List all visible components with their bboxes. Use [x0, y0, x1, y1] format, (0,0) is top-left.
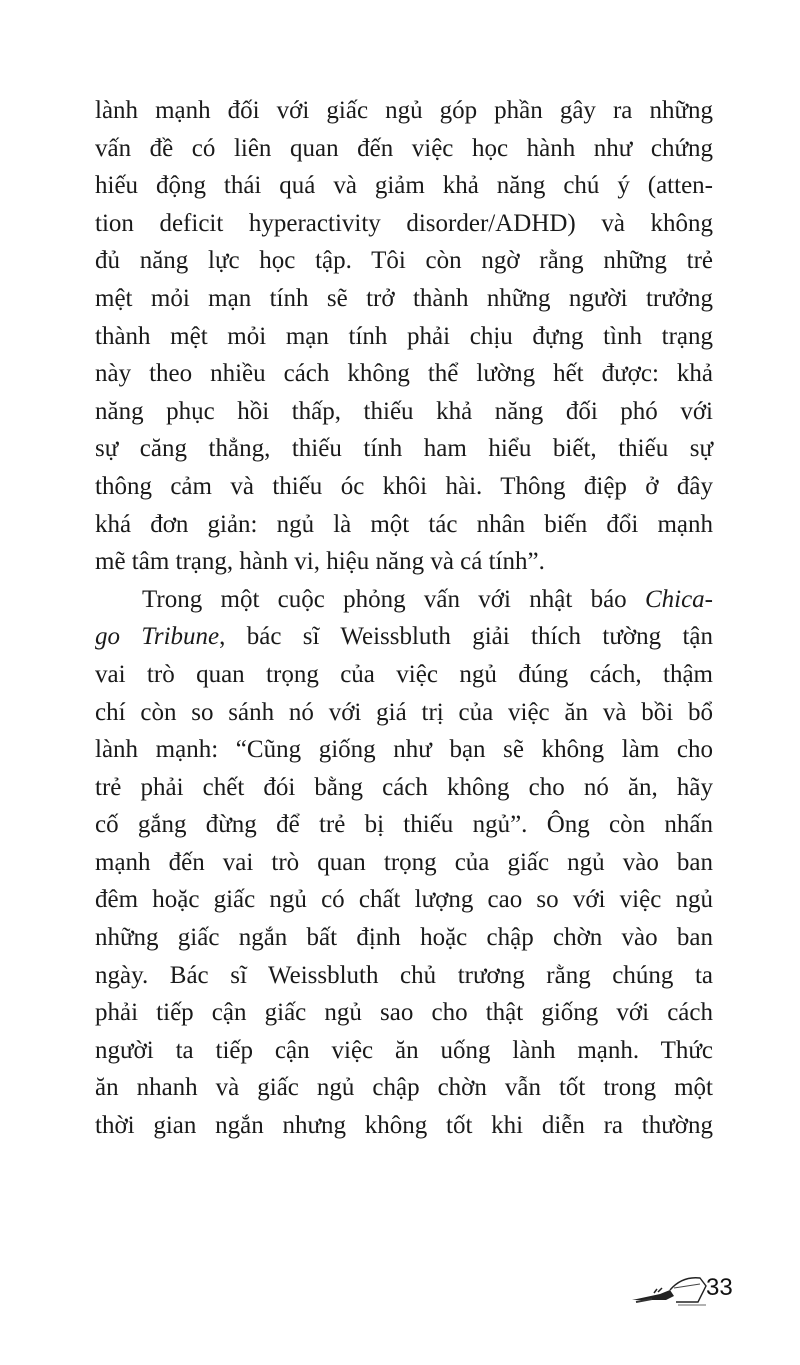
text-line: cố gắng đừng để trẻ bị thiếu ngủ”. Ông còn nhấn [95, 811, 713, 839]
paragraph-1 [95, 92, 713, 581]
text-line: mạnh đến vai trò quan trọng của giấc ngủ vào ban [95, 848, 713, 876]
text-line: mẽ tâm trạng, hành vi, hiệu năng và cá tính”. [95, 548, 545, 576]
paragraph-2 [95, 581, 713, 1145]
text-line: hiếu động thái quá và giảm khả năng chú ý (atten- [95, 172, 713, 200]
text-line: thông cảm và thiếu óc khôi hài. Thông điệp ở đây [95, 472, 713, 500]
text-line: này theo nhiều cách không thể lường hết được: khả [95, 360, 713, 388]
text-line: Trong một cuộc phỏng vấn với nhật báo Chica- [142, 585, 713, 613]
text-line: lành mạnh: “Cũng giống như bạn sẽ không làm cho [95, 736, 713, 764]
text-line: lành mạnh đối với giấc ngủ góp phần gây ra những [95, 97, 713, 124]
text-line: thành mệt mỏi mạn tính phải chịu đựng tình trạng [95, 322, 713, 350]
text-line: khá đơn giản: ngủ là một tác nhân biến đổi mạnh [95, 510, 713, 538]
italic-title: Chica- [644, 585, 713, 613]
text-line: thời gian ngắn nhưng không tốt khi diễn ra thường [95, 1112, 713, 1140]
text-line: ngày. Bác sĩ Weissbluth chủ trương rằng chúng ta [95, 961, 713, 989]
text-line: năng phục hồi thấp, thiếu khả năng đối phó với [95, 397, 713, 425]
text-line: sự căng thẳng, thiếu tính ham hiểu biết, thiếu sự [95, 435, 713, 463]
text-line: những giấc ngắn bất định hoặc chập chờn vào ban [95, 924, 713, 952]
text-line: go Tribune, bác sĩ Weissbluth giải thích tường tận [95, 623, 714, 651]
text-line: trẻ phải chết đói bằng cách không cho nó ăn, hãy [95, 773, 713, 801]
text-line: tion deficit hyperactivity disorder/ADHD) và không [95, 209, 713, 237]
text-line: vai trò quan trọng của việc ngủ đúng cách, thậm [95, 660, 713, 688]
text-line: mệt mỏi mạn tính sẽ trở thành những người trưởng [95, 284, 713, 312]
text-line: chí còn so sánh nó với giá trị của việc ăn và bồi bổ [95, 698, 713, 726]
italic-title: go Tribune [95, 623, 220, 651]
text-line: phải tiếp cận giấc ngủ sao cho thật giống với cách [95, 999, 713, 1027]
text-line: vấn đề có liên quan đến việc học hành như chứng [95, 134, 713, 162]
text-line: đêm hoặc giấc ngủ có chất lượng cao so với việc ngủ [95, 886, 713, 914]
page-footer [630, 1272, 740, 1308]
dragonfly-ornament-icon [630, 1272, 708, 1308]
text-line: ăn nhanh và giấc ngủ chập chờn vẫn tốt trong một [95, 1074, 713, 1102]
text-line: người ta tiếp cận việc ăn uống lành mạnh. Thức [95, 1036, 713, 1064]
book-page-body [95, 92, 713, 1145]
page-number: 33 [706, 1274, 733, 1301]
text-line: đủ năng lực học tập. Tôi còn ngờ rằng những trẻ [95, 247, 713, 275]
